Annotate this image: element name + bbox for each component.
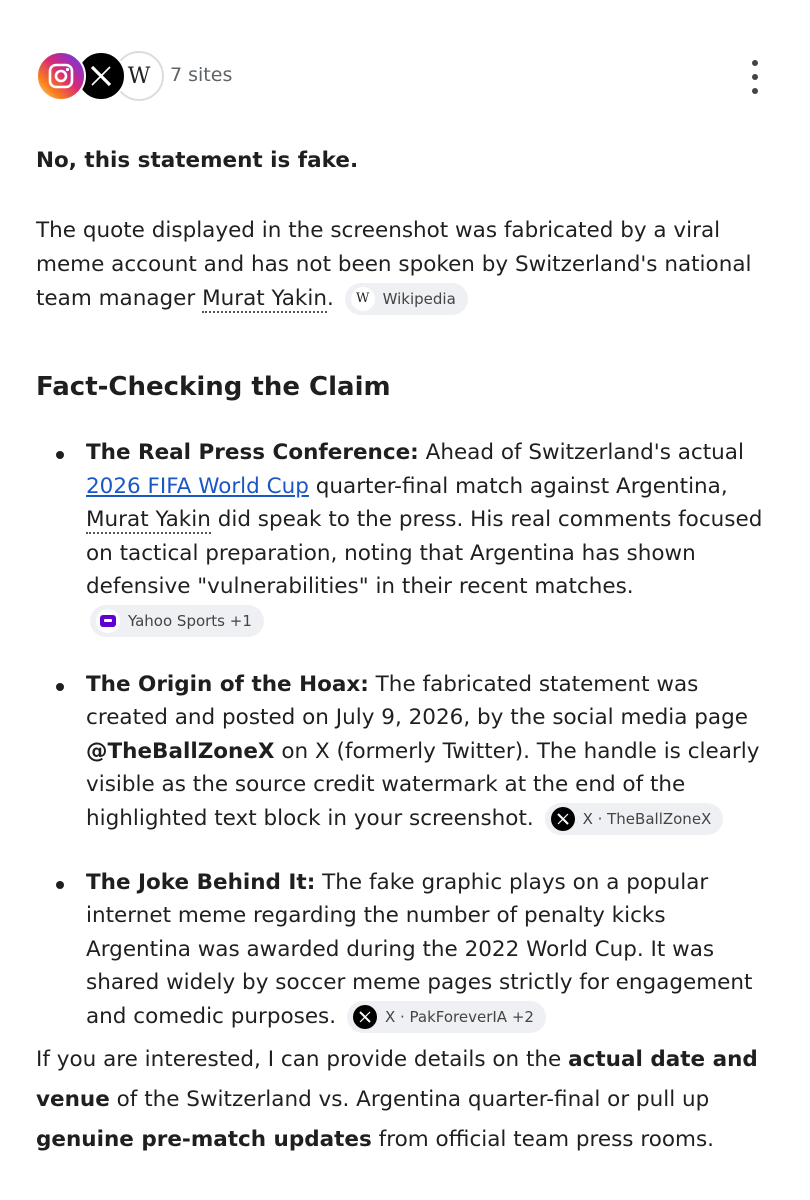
fact-check-list (86, 436, 766, 1064)
list-item (86, 866, 766, 1034)
handle-text: @TheBallZoneX (86, 738, 275, 764)
x-source-chip[interactable] (545, 803, 724, 835)
wikipedia-source-chip[interactable] (345, 283, 468, 315)
x-icon (353, 1005, 377, 1029)
closing-text: of the Switzerland vs. Argentina quarter-final or pull up (109, 1087, 710, 1112)
wikipedia-icon: W (351, 287, 375, 311)
x-icon (551, 807, 575, 831)
sites-count[interactable]: 7 sites (170, 64, 233, 86)
yahoo-source-chip[interactable] (90, 605, 264, 637)
closing-text: from official team press rooms. (371, 1127, 714, 1152)
item-text: The fabricated statement was created and posted on July 9, 2026, by the social media page (86, 671, 748, 731)
murat-yakin-link[interactable]: Murat Yakin (86, 507, 211, 533)
chip-label: Yahoo Sports +1 (128, 611, 252, 630)
bullet (56, 683, 64, 691)
bullet (56, 881, 64, 889)
intro-text: The quote displayed in the screenshot was fabricated by a viral meme account and has not been spoken by Switzerland's national team manager (36, 218, 752, 311)
chip-label: Wikipedia (382, 290, 456, 308)
yahoo-icon (96, 609, 120, 633)
world-cup-link[interactable]: 2026 FIFA World Cup (86, 473, 309, 499)
item-text: on X (formerly Twitter). The handle is clearly visible as the source credit watermark at the end of the highlighted text block in your screenshot. (86, 738, 760, 831)
sources-header[interactable] (36, 50, 776, 102)
bullet (56, 451, 64, 459)
wikipedia-icon: W (114, 51, 164, 101)
instagram-icon (36, 51, 86, 101)
intro-paragraph (36, 214, 766, 316)
closing-bold: genuine pre-match updates (36, 1127, 372, 1152)
item-text: quarter-final match against Argentina, (308, 473, 728, 499)
item-title: The Real Press Conference: (86, 440, 419, 465)
item-title: The Joke Behind It: (86, 869, 316, 895)
list-item (86, 668, 766, 836)
source-favicons[interactable] (36, 50, 166, 102)
list-item (86, 436, 766, 638)
item-text: The fake graphic plays on a popular internet meme regarding the number of penalty kicks Argentina was awarded during the 2022 World Cup. It was shared widely by soccer meme pages strictly for engagement and comedic purposes. (86, 869, 753, 1029)
closing-text: If you are interested, I can provide details on the (36, 1047, 569, 1072)
closing-paragraph (36, 1040, 766, 1160)
x-source-chip[interactable] (347, 1001, 546, 1033)
item-text: did speak to the press. His real comments focused on tactical preparation, noting that Argentina has shown defensive "vulnerabilities" in their recent matches. (86, 507, 763, 600)
verdict: No, this statement is fake. (36, 148, 359, 173)
closing-bold: actual date and venue (36, 1047, 758, 1112)
intro-text-end: . (326, 286, 334, 311)
murat-yakin-link[interactable]: Murat Yakin (202, 286, 327, 311)
more-options-icon[interactable] (748, 60, 762, 94)
chip-label: X · TheBallZoneX (582, 809, 712, 828)
item-text: Ahead of Switzerland's actual (418, 440, 744, 465)
chip-label: X · PakForeverIA +2 (384, 1007, 534, 1026)
section-heading: Fact-Checking the Claim (36, 372, 391, 402)
item-title: The Origin of the Hoax: (86, 671, 369, 697)
